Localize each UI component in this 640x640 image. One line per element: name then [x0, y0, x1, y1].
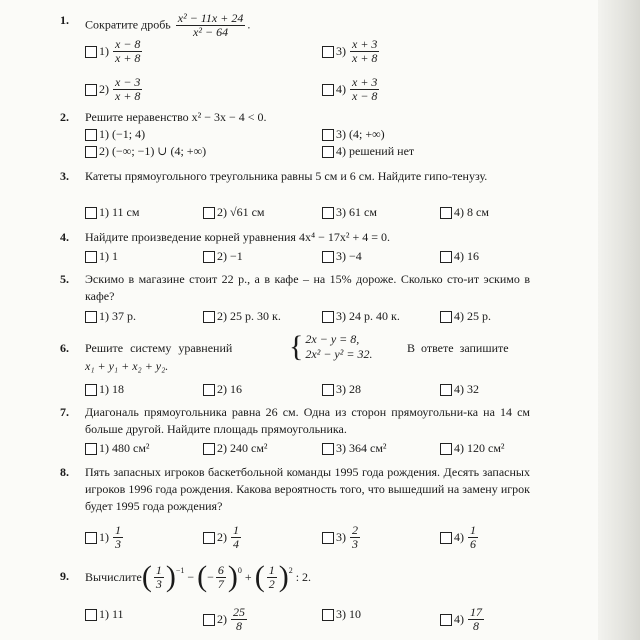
answer-checkbox[interactable]	[440, 311, 452, 323]
answer-checkbox[interactable]	[203, 614, 215, 626]
option-2[interactable]: 2) $\frac{1}{4}$	[203, 524, 243, 551]
question-number: 4.	[60, 230, 69, 244]
answer-checkbox[interactable]	[440, 251, 452, 263]
option-2[interactable]: 2) 240 см²	[203, 440, 268, 457]
question-text: Диагональ прямоугольника равна 26 см. Одна из сторон прямоугольни-ка на 14 см больше другой. Найдите площадь прямоугольника.	[85, 405, 530, 436]
question-number: 8.	[60, 465, 69, 479]
option-4[interactable]: 4) $\frac{17}{8}$	[440, 606, 486, 633]
answer-checkbox[interactable]	[322, 46, 334, 58]
option-1[interactable]: 1) 1	[85, 248, 118, 265]
option-1[interactable]: 1) 37 р.	[85, 308, 136, 325]
option-1[interactable]: 1) 18	[85, 381, 124, 398]
answer-checkbox[interactable]	[85, 207, 97, 219]
options-row	[60, 37, 530, 65]
option-3[interactable]: 3) 28	[322, 381, 361, 398]
answer-checkbox[interactable]	[322, 251, 334, 263]
question-text: Решите неравенство x² − 3x − 4 < 0.	[85, 110, 267, 124]
option-4[interactable]: 4) решений нет	[322, 143, 414, 160]
answer-checkbox[interactable]	[322, 129, 334, 141]
option-3[interactable]: 3) 24 р. 40 к.	[322, 308, 400, 325]
question-text: Катеты прямоугольного треугольника равны 5 см и 6 см. Найдите гипо-тенузу.	[85, 169, 488, 183]
option-4[interactable]: 4) 25 р.	[440, 308, 491, 325]
answer-checkbox[interactable]	[322, 84, 334, 96]
answer-checkbox[interactable]	[440, 207, 452, 219]
option-3[interactable]: 3) $\frac{2}{3}$	[322, 524, 362, 551]
answer-checkbox[interactable]	[322, 609, 334, 621]
option-3[interactable]: 3) 10	[322, 606, 361, 623]
option-2[interactable]: 2) (−∞; −1) ∪ (4; +∞)	[85, 143, 206, 160]
answer-checkbox[interactable]	[203, 384, 215, 396]
answer-checkbox[interactable]	[440, 614, 452, 626]
answer-checkbox[interactable]	[322, 384, 334, 396]
option-2[interactable]: 2) $\frac{25}{8}$	[203, 606, 249, 633]
option-4[interactable]: 4) $\frac{x + 3}{x - 8}$	[322, 76, 381, 103]
question-number: 9.	[60, 569, 69, 583]
question-number: 5.	[60, 272, 69, 286]
question-text: Пять запасных игроков баскетбольной команды 1995 года рождения. Десять запасных игроков 1996 года рождения. Какова вероятность того, что вышедший на замену игрок будет 1995 года рождения?	[85, 465, 530, 513]
answer-checkbox[interactable]	[322, 443, 334, 455]
answer-checkbox[interactable]	[85, 129, 97, 141]
option-2[interactable]: 2) √61 см	[203, 204, 265, 221]
question-text: Эскимо в магазине стоит 22 р., а в кафе – на 15% дороже. Сколько сто-ит эскимо в кафе?	[85, 272, 530, 303]
answer-checkbox[interactable]	[85, 84, 97, 96]
answer-checkbox[interactable]	[85, 251, 97, 263]
answer-checkbox[interactable]	[85, 609, 97, 621]
option-4[interactable]: 4) 8 см	[440, 204, 489, 221]
answer-checkbox[interactable]	[85, 146, 97, 158]
question-text: Вычислите	[85, 569, 142, 584]
option-4[interactable]: 4) $\frac{1}{6}$	[440, 524, 480, 551]
answer-checkbox[interactable]	[440, 532, 452, 544]
option-3[interactable]: 3) 364 см²	[322, 440, 387, 457]
option-3[interactable]: 3) $\frac{x + 3}{x + 8}$	[322, 38, 381, 65]
question-number: 6.	[60, 341, 69, 355]
option-1[interactable]: 1) 11 см	[85, 204, 139, 221]
question-text: Решите систему уравнений	[85, 341, 233, 355]
option-1[interactable]: 1) 480 см²	[85, 440, 150, 457]
answer-checkbox[interactable]	[85, 532, 97, 544]
option-4[interactable]: 4) 120 см²	[440, 440, 505, 457]
answer-checkbox[interactable]	[322, 146, 334, 158]
answer-checkbox[interactable]	[322, 311, 334, 323]
answer-checkbox[interactable]	[440, 443, 452, 455]
answer-checkbox[interactable]	[85, 384, 97, 396]
answer-checkbox[interactable]	[203, 251, 215, 263]
option-3[interactable]: 3) 61 см	[322, 204, 377, 221]
options-row	[60, 75, 530, 103]
option-1[interactable]: 1) $\frac{1}{3}$	[85, 524, 125, 551]
answer-checkbox[interactable]	[203, 311, 215, 323]
answer-checkbox[interactable]	[85, 311, 97, 323]
answer-checkbox[interactable]	[203, 207, 215, 219]
option-3[interactable]: 3) (4; +∞)	[322, 126, 385, 143]
option-3[interactable]: 3) −4	[322, 248, 362, 265]
equation-system: { 2x − y = 8, 2x² − y² = 32.	[289, 330, 373, 363]
option-2[interactable]: 2) $\frac{x - 3}{x + 8}$	[85, 76, 144, 103]
option-4[interactable]: 4) 16	[440, 248, 479, 265]
test-page: 1. Сократите дробь $\frac{\text{x² − 11x + 24}}{\text{x² − 64}}$ . 1) $\frac{x - 8}{x + 8}$ 3) $\frac{x + 3}{x + 8}$ 2) $\frac{x - 3}{x + 8}$ 4) $\frac{x + 3}{x - 8}$ 2. Решите неравенство x² − 3x − 4 < 0. 1) (−1; 4) 3) (4; +∞) 2) (−∞; −1) ∪ (4; +∞) 4) решений нет 3. Катеты прямоугольного треугольника равны 5 см и 6 см. Найдите гипо-тенузу. 1) 11 см 2) √61 см 3) 61 см 4) 8 см 4. Найдите произведение корней уравнения 4x⁴ − 17x² + 4 = 0. 1) 1 2) −1 3) −4 4) 16 5. Эскимо в магазине стоит 22 р., а в кафе – на 15% дороже. Сколько сто-ит эскимо в кафе? 1) 37 р. 2) 25 р. 30 к. 3) 24 р. 40 к. 4) 25 р. 6. Решите систему уравнений { 2x − y = 8, 2x² − y² = 32. В ответе запишите x₁ + y₁ + x₂ + y₂. 1) 18 2) 16 3) 28 4) 32 7. Диагональ прямоугольника равна 26 см. Одна из сторон прямоугольни-ка на 14 см больше другой. Найдите площадь прямоугольника. 1) 480 см² 2) 240 см² 3) 364 см² 4) 120 см² 8. Пять запасных игроков баскетбольной команды 1995 года рождения. Десять запасных игроков 1996 года рождения. Какова вероятность того, что вышедший на замену игрок будет 1995 года рождения? 1) $\frac{1}{3}$ 2) $\frac{1}{4}$ 3) $\frac{2}{3}$ 4) $\frac{1}{6}$ 9. Вычислите ( $\frac{1}{3}$ ) $^{-1}$ − ( − $\frac{6}{7}$ ) $^0$ + ( $\frac{1}{2}$ ) $^2$ : 2. 1) 11 2) $\frac{25}{8}$ 3) 10 4) $\frac{17}{8}$	[0, 0, 640, 640]
question-number: 7.	[60, 405, 69, 419]
question-number: 3.	[60, 169, 69, 183]
answer-checkbox[interactable]	[322, 532, 334, 544]
answer-checkbox[interactable]	[322, 207, 334, 219]
question-fraction: $\frac{\text{x² − 11x + 24}}{\text{x² − 64}}$	[177, 11, 244, 39]
question-text: Сократите дробь	[85, 17, 171, 32]
option-2[interactable]: 2) −1	[203, 248, 243, 265]
answer-checkbox[interactable]	[85, 443, 97, 455]
expression: Вычислите ( $\frac{1}{3}$ ) $^{-1}$ − ( − $\frac{6}{7}$ ) $^0$ + ( $\frac{1}{2}$ ) $^2$ : 2.	[85, 560, 312, 593]
option-4[interactable]: 4) 32	[440, 381, 479, 398]
option-1[interactable]: 1) (−1; 4)	[85, 126, 145, 143]
option-2[interactable]: 2) 25 р. 30 к.	[203, 308, 281, 325]
answer-checkbox[interactable]	[440, 384, 452, 396]
option-1[interactable]: 1) $\frac{x - 8}{x + 8}$	[85, 38, 144, 65]
answer-checkbox[interactable]	[85, 46, 97, 58]
question-text: Найдите произведение корней уравнения 4x⁴ − 17x² + 4 = 0.	[85, 230, 391, 244]
option-1[interactable]: 1) 11	[85, 606, 124, 623]
answer-checkbox[interactable]	[203, 532, 215, 544]
option-2[interactable]: 2) 16	[203, 381, 242, 398]
question-number: 1.	[60, 13, 69, 27]
question-number: 2.	[60, 110, 69, 124]
page-edge	[598, 0, 640, 640]
answer-checkbox[interactable]	[203, 443, 215, 455]
